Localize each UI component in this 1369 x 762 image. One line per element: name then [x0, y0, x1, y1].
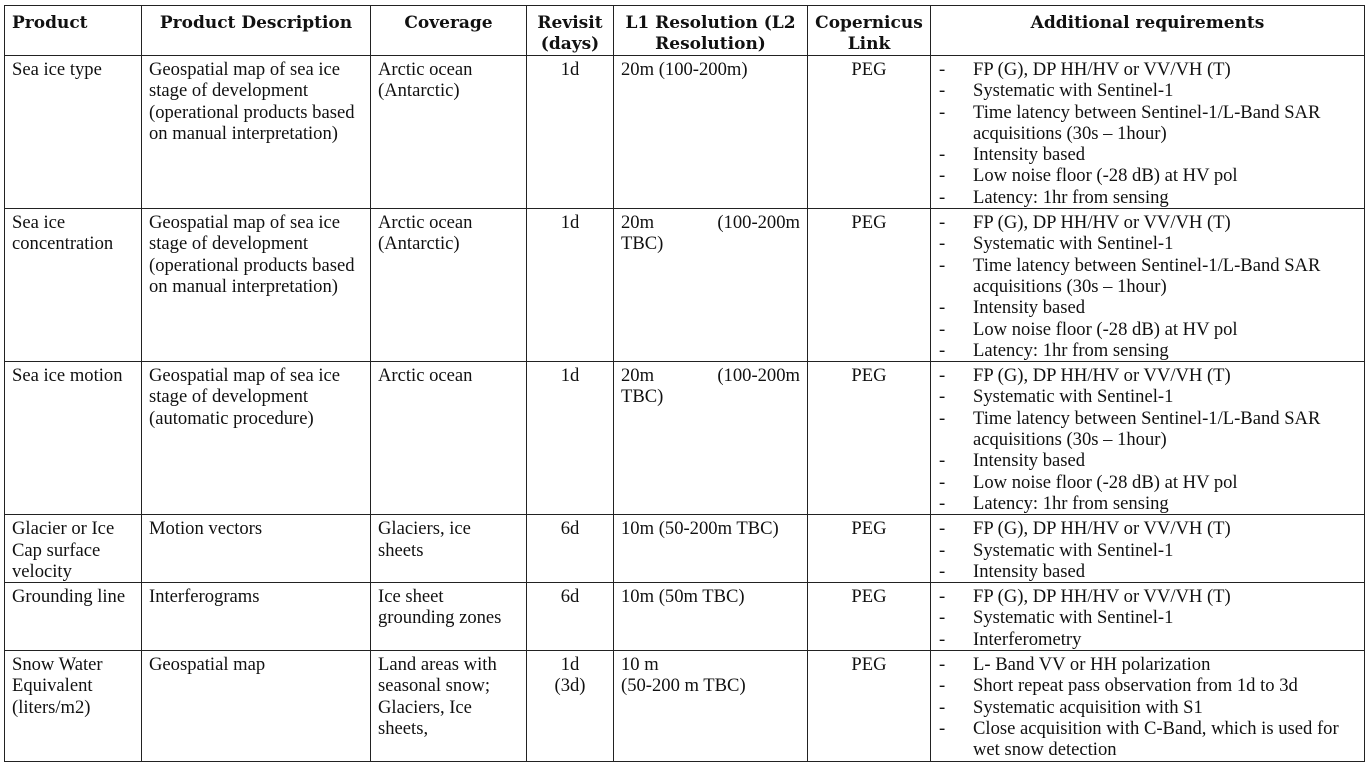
bullet-dash: - — [939, 696, 946, 718]
requirement-text: Intensity based — [973, 297, 1086, 319]
resolution-value: 20m — [621, 212, 655, 234]
requirement-text: Systematic with Sentinel-1 — [973, 607, 1174, 629]
bullet-dash: - — [939, 560, 946, 582]
requirement-text: Latency: 1hr from sensing — [973, 186, 1169, 208]
cell-coverage: Arctic ocean (Antarctic) — [371, 209, 527, 362]
bullet-dash: - — [939, 233, 946, 255]
list-item — [938, 718, 1357, 761]
list-item — [938, 165, 1357, 186]
bullet-dash: - — [939, 471, 946, 493]
list-item — [938, 365, 1357, 386]
cell-product: Sea ice concentration — [5, 209, 142, 362]
bullet-dash: - — [939, 80, 946, 102]
list-item — [938, 472, 1357, 493]
cell-coverage: Land areas with seasonal snow; Glaciers, Ice sheets, — [371, 651, 527, 761]
requirement-text: Short repeat pass observation from 1d to 3d — [973, 675, 1298, 697]
list-item — [938, 233, 1357, 254]
list-item — [938, 586, 1357, 607]
resolution-range: (100-200m — [717, 365, 800, 387]
requirements-list — [938, 654, 1357, 760]
cell-product: Sea ice type — [5, 56, 142, 209]
requirement-text: Systematic with Sentinel-1 — [973, 386, 1174, 408]
cell-resolution — [614, 209, 808, 362]
list-item — [938, 386, 1357, 407]
bullet-dash: - — [939, 407, 946, 429]
bullet-dash: - — [939, 539, 946, 561]
bullet-dash: - — [939, 607, 946, 629]
requirement-text: Low noise floor (-28 dB) at HV pol — [973, 471, 1238, 493]
list-item — [938, 297, 1357, 318]
bullet-dash: - — [939, 101, 946, 123]
requirement-text: Latency: 1hr from sensing — [973, 492, 1169, 514]
list-item — [938, 654, 1357, 675]
cell-description: Geospatial map — [142, 651, 371, 761]
requirement-text: Latency: 1hr from sensing — [973, 339, 1169, 361]
revisit-alt-value: (3d) — [554, 675, 586, 697]
cell-revisit: 6d — [527, 515, 614, 583]
cell-coverage: Arctic ocean (Antarctic) — [371, 56, 527, 209]
header-coverage: Coverage — [371, 6, 527, 56]
list-item — [938, 255, 1357, 298]
resolution-value: 10 m — [621, 654, 659, 676]
bullet-dash: - — [939, 318, 946, 340]
requirement-text: FP (G), DP HH/HV or VV/VH (T) — [973, 586, 1231, 608]
bullet-dash: - — [939, 450, 946, 472]
bullet-dash: - — [939, 339, 946, 361]
bullet-dash: - — [939, 165, 946, 187]
requirement-text: Intensity based — [973, 560, 1086, 582]
table-row — [5, 362, 1365, 515]
bullet-dash: - — [939, 186, 946, 208]
document-page — [4, 5, 1365, 762]
header-requirements: Additional requirements — [931, 6, 1365, 56]
requirements-list — [938, 59, 1357, 208]
list-item — [938, 187, 1357, 208]
requirement-text: FP (G), DP HH/HV or VV/VH (T) — [973, 365, 1231, 387]
table-row — [5, 583, 1365, 651]
header-resolution: L1 Resolution (L2 Resolution) — [614, 6, 808, 56]
cell-revisit — [527, 651, 614, 761]
requirement-text: Intensity based — [973, 450, 1086, 472]
list-item — [938, 319, 1357, 340]
bullet-dash: - — [939, 386, 946, 408]
cell-resolution — [614, 362, 808, 515]
list-item — [938, 607, 1357, 628]
requirements-list — [938, 212, 1357, 361]
bullet-dash: - — [939, 365, 946, 387]
header-product: Product — [5, 6, 142, 56]
header-row — [5, 6, 1365, 56]
list-item — [938, 675, 1357, 696]
list-item — [938, 408, 1357, 451]
cell-copernicus: PEG — [808, 515, 931, 583]
cell-requirements — [931, 515, 1365, 583]
resolution-range: (100-200m — [717, 212, 800, 234]
requirement-text: FP (G), DP HH/HV or VV/VH (T) — [973, 518, 1231, 540]
cell-product: Sea ice motion — [5, 362, 142, 515]
list-item — [938, 450, 1357, 471]
list-item — [938, 59, 1357, 80]
header-description: Product Description — [142, 6, 371, 56]
list-item — [938, 212, 1357, 233]
cell-product: Grounding line — [5, 583, 142, 651]
list-item — [938, 340, 1357, 361]
cell-resolution: 10m (50-200m TBC) — [614, 515, 808, 583]
requirements-list — [938, 518, 1357, 582]
requirement-text: FP (G), DP HH/HV or VV/VH (T) — [973, 59, 1231, 80]
bullet-dash: - — [939, 297, 946, 319]
bullet-dash: - — [939, 254, 946, 276]
requirement-text: FP (G), DP HH/HV or VV/VH (T) — [973, 212, 1231, 234]
list-item — [938, 561, 1357, 582]
revisit-value: 1d — [560, 654, 580, 676]
requirement-text: Time latency between Sentinel-1/L-Band SAR acquisitions (30s – 1hour) — [973, 254, 1321, 297]
requirement-text: Close acquisition with C-Band, which is used for wet snow detection — [973, 717, 1339, 761]
cell-resolution — [614, 651, 808, 761]
requirement-text: L- Band VV or HH polarization — [973, 654, 1211, 676]
bullet-dash: - — [939, 717, 946, 739]
cell-revisit: 1d — [527, 209, 614, 362]
cell-coverage: Arctic ocean — [371, 362, 527, 515]
cell-description: Geospatial map of sea ice stage of development (automatic procedure) — [142, 362, 371, 515]
list-item — [938, 102, 1357, 145]
requirements-list — [938, 365, 1357, 514]
cell-requirements — [931, 209, 1365, 362]
bullet-dash: - — [939, 654, 946, 676]
bullet-dash: - — [939, 212, 946, 234]
cell-coverage: Ice sheet grounding zones — [371, 583, 527, 651]
cell-copernicus: PEG — [808, 56, 931, 209]
cell-resolution: 20m (100-200m) — [614, 56, 808, 209]
cell-coverage: Glaciers, ice sheets — [371, 515, 527, 583]
requirement-text: Systematic with Sentinel-1 — [973, 233, 1174, 255]
list-item — [938, 493, 1357, 514]
requirement-text: Systematic with Sentinel-1 — [973, 80, 1174, 102]
list-item — [938, 144, 1357, 165]
header-revisit: Revisit (days) — [527, 6, 614, 56]
bullet-dash: - — [939, 518, 946, 540]
cell-requirements — [931, 651, 1365, 761]
bullet-dash: - — [939, 59, 946, 80]
list-item — [938, 540, 1357, 561]
table-row — [5, 515, 1365, 583]
resolution-note: TBC) — [621, 233, 664, 255]
requirements-list — [938, 586, 1357, 650]
requirements-table — [4, 5, 1365, 762]
cell-product: Snow Water Equivalent (liters/m2) — [5, 651, 142, 761]
cell-revisit: 1d — [527, 362, 614, 515]
cell-description: Geospatial map of sea ice stage of development (operational products based on manual interpretation) — [142, 56, 371, 209]
cell-copernicus: PEG — [808, 209, 931, 362]
requirement-text: Time latency between Sentinel-1/L-Band SAR acquisitions (30s – 1hour) — [973, 101, 1321, 144]
requirement-text: Time latency between Sentinel-1/L-Band SAR acquisitions (30s – 1hour) — [973, 407, 1321, 451]
requirement-text: Systematic acquisition with S1 — [973, 696, 1203, 718]
cell-requirements — [931, 583, 1365, 651]
table-row — [5, 651, 1365, 761]
bullet-dash: - — [939, 628, 946, 650]
requirement-text: Interferometry — [973, 628, 1082, 650]
list-item — [938, 629, 1357, 650]
resolution-note: TBC) — [621, 386, 664, 408]
cell-product: Glacier or Ice Cap surface velocity — [5, 515, 142, 583]
cell-description: Interferograms — [142, 583, 371, 651]
bullet-dash: - — [939, 492, 946, 514]
bullet-dash: - — [939, 675, 946, 697]
cell-requirements — [931, 56, 1365, 209]
table-row — [5, 209, 1365, 362]
cell-requirements — [931, 362, 1365, 515]
requirement-text: Intensity based — [973, 144, 1086, 166]
list-item — [938, 697, 1357, 718]
cell-copernicus: PEG — [808, 583, 931, 651]
requirement-text: Low noise floor (-28 dB) at HV pol — [973, 165, 1238, 187]
table-row — [5, 56, 1365, 209]
header-copernicus: Copernicus Link — [808, 6, 931, 56]
list-item — [938, 80, 1357, 101]
cell-revisit: 1d — [527, 56, 614, 209]
requirement-text: Low noise floor (-28 dB) at HV pol — [973, 318, 1238, 340]
requirement-text: Systematic with Sentinel-1 — [973, 539, 1174, 561]
cell-description: Motion vectors — [142, 515, 371, 583]
bullet-dash: - — [939, 144, 946, 166]
resolution-value: 20m — [621, 365, 655, 387]
cell-resolution: 10m (50m TBC) — [614, 583, 808, 651]
list-item — [938, 518, 1357, 539]
cell-copernicus: PEG — [808, 362, 931, 515]
cell-revisit: 6d — [527, 583, 614, 651]
cell-description: Geospatial map of sea ice stage of development (operational products based on manual interpretation) — [142, 209, 371, 362]
bullet-dash: - — [939, 586, 946, 608]
cell-copernicus: PEG — [808, 651, 931, 761]
resolution-range: (50-200 m TBC) — [621, 675, 746, 697]
